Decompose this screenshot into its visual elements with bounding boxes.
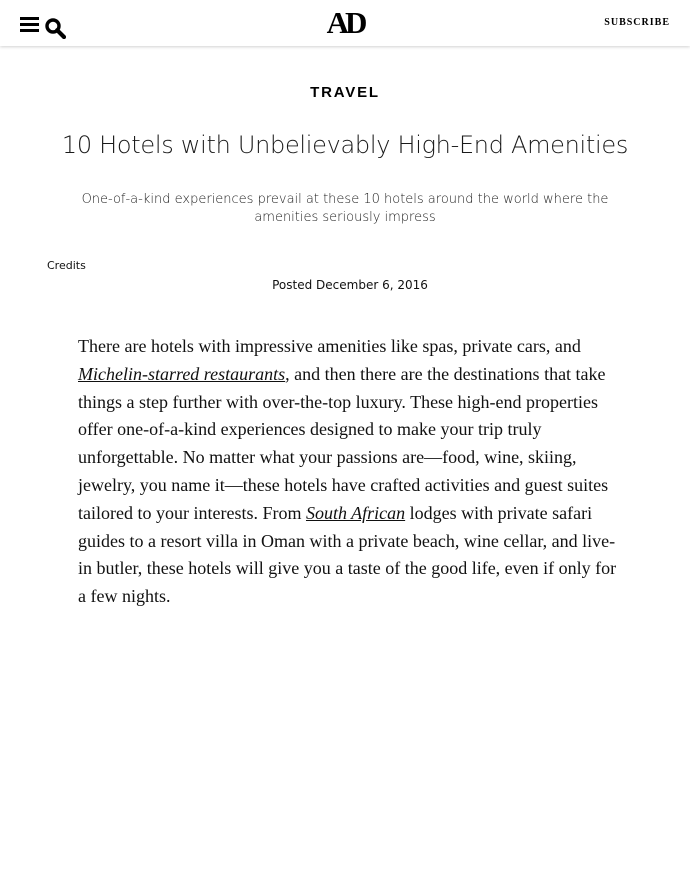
- site-header: [0, 0, 690, 46]
- south-african-link[interactable]: South African: [305, 502, 406, 523]
- article-body: [78, 333, 618, 611]
- search-icon[interactable]: [44, 17, 66, 39]
- subscribe-button[interactable]: SUBSCRIBE: [604, 17, 670, 28]
- body-text: , and then there are the destinations that take things a step further with over-the-top luxury. These high-end properties offer one-of-a-kind experiences designed to make your trip truly unforgettable. No matter what your passions are—food, wine, skiing, jewelry, you name it—these hotels have crafted activities and guest suites tailored to your interests. From: [78, 363, 609, 523]
- michelin-restaurants-link[interactable]: Michelin-starred restaurants: [78, 363, 286, 384]
- body-text: There are hotels with impressive amenities like spas, private cars, and: [78, 336, 581, 356]
- credits-toggle[interactable]: Credits: [47, 259, 86, 272]
- body-text: lodges with private safari guides to a resort villa in Oman with a private beach, wine cellar, and live-in butler, these hotels will give you a taste of the good life, even if only for a few nights.: [78, 502, 617, 607]
- rubric-link[interactable]: TRAVEL: [310, 84, 380, 101]
- headline: 10 Hotels with Unbelievably High-End Amenities: [61, 131, 629, 159]
- site-logo[interactable]: AD: [326, 5, 364, 40]
- publish-date: Posted December 6, 2016: [272, 278, 428, 292]
- hamburger-menu-icon[interactable]: [20, 17, 39, 33]
- article-dek: One-of-a-kind experiences prevail at these 10 hotels around the world where the amenities seriously impress: [81, 192, 609, 225]
